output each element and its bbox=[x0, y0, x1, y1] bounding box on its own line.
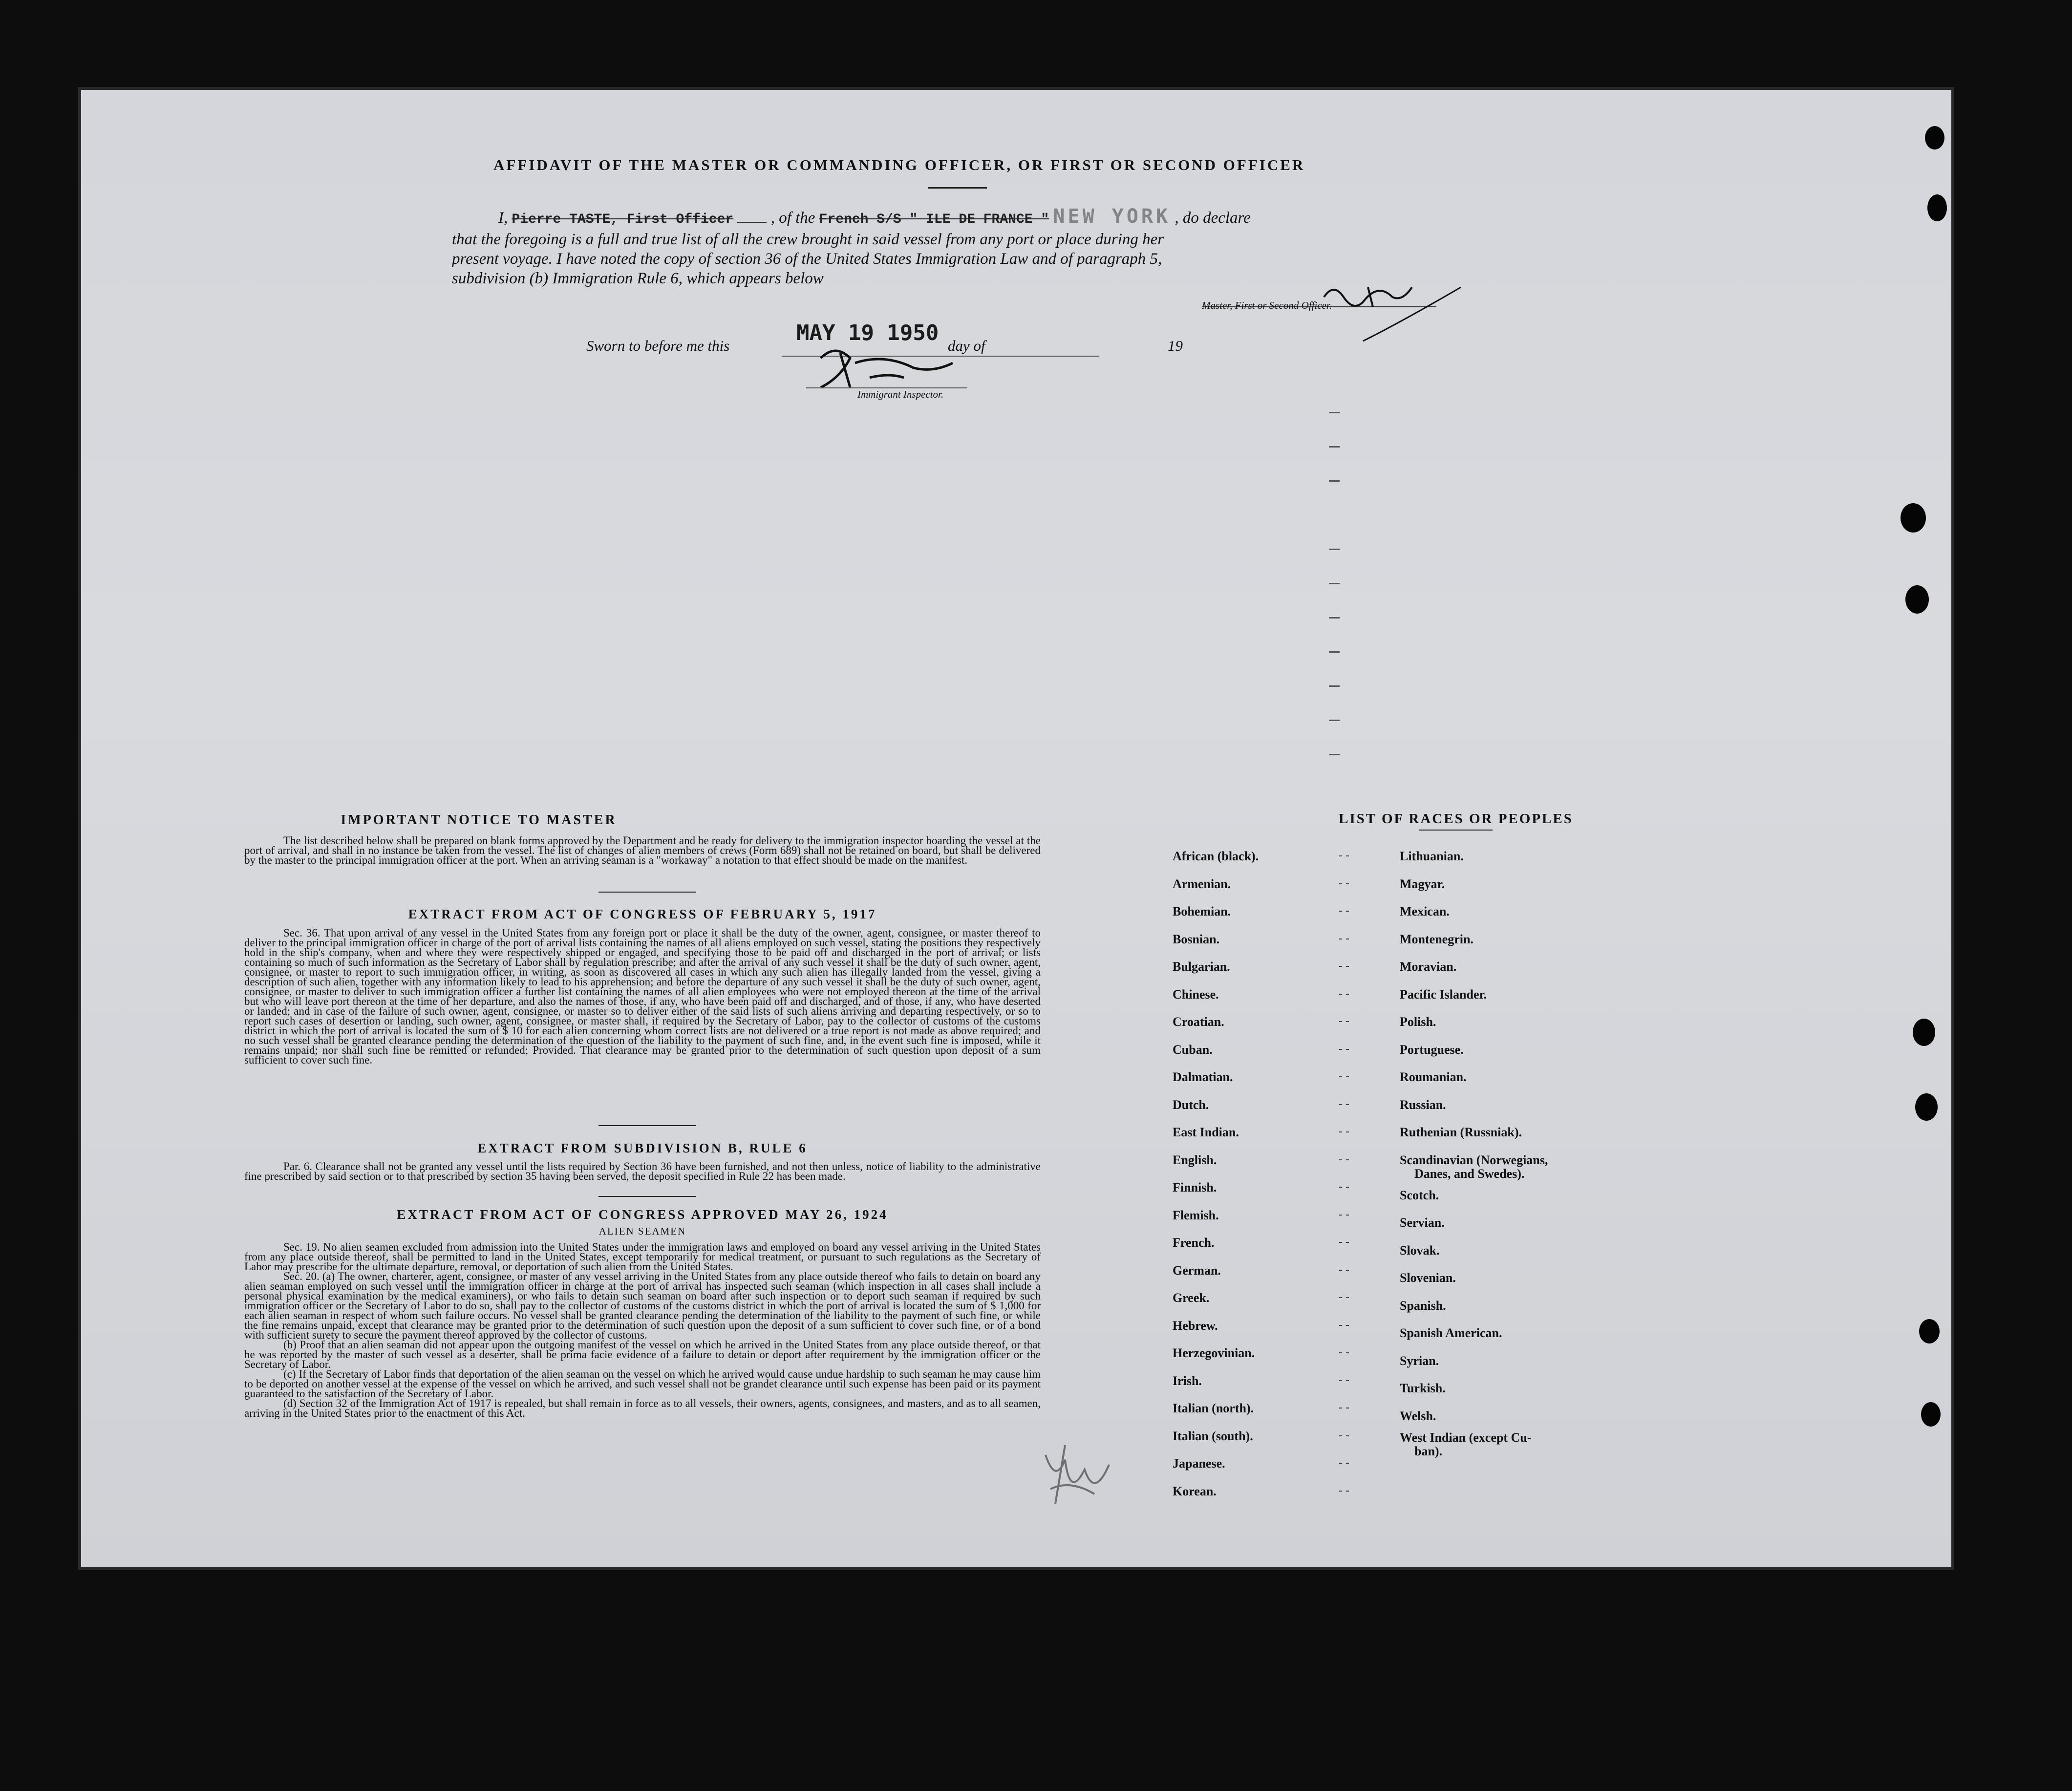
declaration-line-4: subdivision (b) Immigration Rule 6, which appears below bbox=[452, 270, 824, 287]
race-right-item: Polish. bbox=[1400, 1015, 1436, 1029]
race-right-item: Mexican. bbox=[1400, 904, 1450, 918]
sec-20d-body: (d) Section 32 of the Immigration Act of 1917 is repealed, but shall remain in force as to all vessels, their owners, agents, consignees, and masters, and as to all seamen, arriving in the United States prior to the enactment of this Act. bbox=[244, 1397, 1041, 1419]
notice-title: IMPORTANT NOTICE TO MASTER bbox=[341, 812, 617, 828]
date-stamp: MAY 19 1950 bbox=[796, 320, 939, 345]
leader-dashes: - - bbox=[1339, 876, 1349, 890]
year-prefix: 19 bbox=[1168, 337, 1183, 354]
rule-6-body: Par. 6. Clearance shall not be granted any vessel until the lists required by Section 36 have been furnished, and not then unless, notice of liability to the administrative fine prescribed by said section or to that prescribed by section 35 having been served, the deposit specified in Rule 22 has been made. bbox=[244, 1160, 1041, 1182]
leader-dashes: - - bbox=[1339, 1263, 1349, 1276]
punch-hole bbox=[1919, 1319, 1940, 1343]
leader-dashes: - - bbox=[1339, 1318, 1349, 1331]
race-right-item: Russian. bbox=[1400, 1097, 1446, 1112]
race-left-item: English. bbox=[1173, 1152, 1217, 1167]
sec-20b-body: (b) Proof that an alien seaman did not appear upon the outgoing manifest of the vessel on which he arrived in the United States from any place outside thereof, or that he was reported by the master of such vessel as a deserter, shall be prima facie evidence of a failure to detain or deport after requirement by the immigration officer or the Secretary of Labor. bbox=[244, 1339, 1041, 1370]
race-left-item: Flemish. bbox=[1173, 1208, 1219, 1222]
handwritten-mark bbox=[1036, 1435, 1124, 1514]
leader-dashes: - - bbox=[1339, 1015, 1349, 1027]
punch-hole bbox=[1921, 1402, 1941, 1427]
officer-caption: Master, First or Second Officer. bbox=[1202, 299, 1332, 311]
race-right-item: Ruthenian (Russniak). bbox=[1400, 1125, 1522, 1139]
race-right-item: Slovenian. bbox=[1400, 1271, 1456, 1285]
act-1924-block bbox=[244, 1242, 1041, 1418]
leader-dashes: - - bbox=[1339, 1208, 1349, 1221]
race-right-item: Pacific Islander. bbox=[1400, 987, 1487, 1002]
race-left-item: Bulgarian. bbox=[1173, 959, 1230, 974]
race-left-item: Italian (north). bbox=[1173, 1401, 1254, 1415]
race-left-item: Dutch. bbox=[1173, 1097, 1209, 1112]
race-right-item: Montenegrin. bbox=[1400, 932, 1474, 946]
leader-dashes: - - bbox=[1339, 904, 1349, 917]
punch-hole bbox=[1913, 1019, 1935, 1046]
leader-dashes: - - bbox=[1339, 1097, 1349, 1110]
punch-hole bbox=[1915, 1093, 1938, 1121]
race-right-item: Roumanian. bbox=[1400, 1070, 1467, 1084]
act-1917-block bbox=[244, 928, 1041, 1065]
race-left-item: Greek. bbox=[1173, 1291, 1210, 1305]
race-right-item: ban). bbox=[1414, 1444, 1443, 1458]
vessel-name: French S/S " ILE DE FRANCE " bbox=[819, 212, 1049, 227]
leader-dashes: - - bbox=[1339, 1346, 1349, 1359]
divider-3 bbox=[598, 1196, 696, 1197]
leader-dashes: - - bbox=[1339, 1125, 1349, 1138]
declaration-line-3: present voyage. I have noted the copy of section 36 of the United States Immigration Law and of paragraph 5, bbox=[452, 250, 1162, 268]
day-of-label: day of bbox=[948, 337, 985, 354]
leader-dashes: - - bbox=[1339, 1401, 1349, 1414]
rule-6-block bbox=[244, 1162, 1041, 1181]
race-left-item: French. bbox=[1173, 1236, 1215, 1250]
act-1924-subtitle: ALIEN SEAMEN bbox=[598, 1225, 686, 1237]
race-right-item: Lithuanian. bbox=[1400, 849, 1464, 863]
leader-dashes: - - bbox=[1339, 1180, 1349, 1193]
declaration-prefix: I, bbox=[498, 209, 508, 227]
leader-dashes: - - bbox=[1339, 1236, 1349, 1248]
leader-dashes: - - bbox=[1339, 1042, 1349, 1055]
race-right-item: Portuguese. bbox=[1400, 1042, 1464, 1057]
race-left-item: Cuban. bbox=[1173, 1042, 1213, 1057]
affidavit-declaration bbox=[452, 207, 1444, 288]
leader-dashes: - - bbox=[1339, 1152, 1349, 1166]
leader-dashes: - - bbox=[1339, 932, 1349, 945]
leader-dashes: - - bbox=[1339, 959, 1349, 972]
race-left-item: Chinese. bbox=[1173, 987, 1219, 1002]
blank-line bbox=[737, 222, 767, 223]
leader-dashes: - - bbox=[1339, 1429, 1349, 1442]
document-page bbox=[78, 87, 1954, 1570]
races-divider bbox=[1419, 830, 1493, 831]
race-left-item: Irish. bbox=[1173, 1373, 1202, 1388]
race-left-item: Finnish. bbox=[1173, 1180, 1217, 1194]
race-left-item: Dalmatian. bbox=[1173, 1070, 1233, 1084]
race-left-item: East Indian. bbox=[1173, 1125, 1239, 1139]
port-stamp: NEW YORK bbox=[1053, 205, 1171, 228]
sec-19-body: Sec. 19. No alien seamen excluded from admission into the United States under the immigration laws and employed on board any vessel arriving in the United States from any place outside thereof, shall be permitted to land in the United States, except temporarily for medical treatment, or pursuant to such regulations as the Secretary of Labor may prescribe for the ultimate departure, removal, or deportation of such alien from the United States. bbox=[244, 1241, 1041, 1273]
race-left-item: Bohemian. bbox=[1173, 904, 1231, 918]
race-left-item: Croatian. bbox=[1173, 1015, 1224, 1029]
punch-hole bbox=[1927, 194, 1947, 221]
affidavit-title: AFFIDAVIT OF THE MASTER OR COMMANDING OFFICER, OR FIRST OR SECOND OFFICER bbox=[493, 156, 1305, 173]
race-right-item: West Indian (except Cu- bbox=[1400, 1430, 1532, 1445]
race-left-item: Korean. bbox=[1173, 1484, 1217, 1498]
leader-dashes: - - bbox=[1339, 1373, 1349, 1386]
race-right-item: Spanish. bbox=[1400, 1298, 1446, 1313]
race-right-item: Danes, and Swedes). bbox=[1414, 1166, 1525, 1181]
inspector-caption: Immigrant Inspector. bbox=[857, 388, 944, 400]
race-left-item: Japanese. bbox=[1173, 1456, 1225, 1471]
race-right-item: Syrian. bbox=[1400, 1353, 1439, 1368]
divider-1 bbox=[598, 892, 696, 893]
race-right-item: Slovak. bbox=[1400, 1243, 1440, 1258]
race-left-item: African (black). bbox=[1173, 849, 1259, 863]
notice-body: The list described below shall be prepared on blank forms approved by the Department and be ready for delivery to the immigration inspector boarding the vessel at the port of arrival, and shall in no instance be taken from the vessel. The list of changes of alien members of crews (Form 689) shall not be retained on board, but shall be delivered by the master to the principal immigration officer at the port. When an arriving seaman is a "workaway" a notation to that effect should be made on the manifest. bbox=[244, 834, 1041, 866]
title-divider bbox=[928, 187, 987, 189]
declaration-line-2: that the foregoing is a full and true list of all the crew brought in said vessel from any port or place during her bbox=[452, 231, 1164, 248]
race-left-item: Herzegovinian. bbox=[1173, 1346, 1255, 1360]
leader-dashes: - - bbox=[1339, 1456, 1349, 1469]
leader-dashes: - - bbox=[1339, 849, 1349, 862]
punch-hole bbox=[1905, 585, 1929, 614]
race-right-item: Turkish. bbox=[1400, 1381, 1446, 1395]
sec-20a-body: Sec. 20. (a) The owner, charterer, agent, consignee, or master of any vessel arriving in the United States from any place outside thereof who fails to detain on board any alien seaman employed on such vessel until the immigration officer in charge at the port of arrival has inspected such seaman (which inspection in all cases shall include a personal physical examination by the medical examiners), or who fails to detain such seaman on board after such inspection or to deport such seaman if required by such immigration officer or the Secretary of Labor to do so, shall pay to the collector of customs of the customs district in which the port of arrival is located the sum of $ 1,000 for each alien seaman in respect of whom such failure occurs. No vessel shall be granted clearance pending the determination of the liability to the payment of such fine, or while the fine remains unpaid, except that clearance may be granted prior to the determination of such question upon the deposit of a sum sufficient to cover such fine, or of a bond with sufficient surety to secure the payment thereof approved by the collector of customs. bbox=[244, 1270, 1041, 1341]
declaration-suffix: , do declare bbox=[1175, 209, 1251, 227]
races-left-column bbox=[1173, 849, 1392, 1557]
notice-block bbox=[244, 836, 1041, 865]
punch-hole bbox=[1925, 126, 1944, 149]
races-right-column bbox=[1400, 849, 1693, 1557]
race-right-item: Scotch. bbox=[1400, 1188, 1439, 1202]
officer-signature bbox=[1163, 277, 1466, 346]
rule-6-title: EXTRACT FROM SUBDIVISION B, RULE 6 bbox=[477, 1141, 808, 1155]
race-right-item: Welsh. bbox=[1400, 1408, 1436, 1423]
race-right-item: Magyar. bbox=[1400, 876, 1445, 891]
leader-dashes: - - bbox=[1339, 987, 1349, 1000]
leader-dashes: - - bbox=[1339, 1484, 1349, 1497]
act-1924-title: EXTRACT FROM ACT OF CONGRESS APPROVED MAY 26, 1924 bbox=[397, 1207, 888, 1222]
punch-hole bbox=[1901, 503, 1926, 533]
sec-20c-body: (c) If the Secretary of Labor finds that deportation of the alien seaman on the vessel on which he arrived would cause undue hardship to such seaman he may cause him to be deported on another vessel at the expense of the vessel on which he arrived, and such vessel shall not be grandet clearance until such expense has been paid or its payment guaranteed to the satisfaction of the Secretary of Labor. bbox=[244, 1368, 1041, 1400]
divider-2 bbox=[598, 1125, 696, 1126]
act-1917-body: Sec. 36. That upon arrival of any vessel in the United States from any foreign port or place it shall be the duty of the owner, agent, consignee, or master thereof to deliver to the principal immigration officer in charge of the port of arrival lists containing the names of all aliens employed on such vessel, stating the positions they respectively hold in the ship's company, when and where they were respectively shipped or engaged, and specifying those to be paid off and discharged in the port of arrival; or lists containing so much of such information as the Secretary of Labor shall by regulation prescribe; and after the arrival of any such vessel it shall be the duty of such owner, agent, consignee, or master to report to such immigration officer, in writing, as soon as discovered all cases in which any such alien has illegally landed from the vessel, giving a description of such alien, together with any information likely to lead to his apprehension; and before the departure of any such vessel it shall be the duty of such owner, agent, consignee, or master to deliver to such immigration officer a further list containing the names of all alien employees who were not employed thereon at the time of the arrival but who will leave port thereon at the time of her departure, and also the names of those, if any, who have been paid off and discharged, and of those, if any, who have deserted or landed; and in case of the failure of such owner, agent, consignee, or master so to deliver either of the said lists of such aliens arriving and departing respectively, or so to report such cases of desertion or landing, such owner, agent, consignee, or master shall, if required by the Secretary of Labor, pay to the collector of customs of the customs district in which the port of arrival is located the sum of $ 10 for each alien concerning whom correct lists are not delivered or a true report is not made as above required; and no such vessel shall be granted clearance pending the determination of the question of the liability to the payment of such fine, and, in the event such fine is imposed, while it remains unpaid; nor shall such fine be remitted or refunded; Provided. That clearance may be granted prior to the determination of such question upon deposit of a sum sufficient to cover such fine. bbox=[244, 927, 1041, 1066]
races-title: LIST OF RACES OR PEOPLES bbox=[1339, 811, 1573, 827]
declaration-mid: , of the bbox=[770, 209, 815, 227]
race-right-item: Scandinavian (Norwegians, bbox=[1400, 1152, 1548, 1167]
race-left-item: Italian (south). bbox=[1173, 1429, 1253, 1443]
race-left-item: Bosnian. bbox=[1173, 932, 1220, 946]
race-left-item: Hebrew. bbox=[1173, 1318, 1218, 1333]
sworn-label: Sworn to before me this bbox=[586, 337, 730, 354]
race-left-item: Armenian. bbox=[1173, 876, 1231, 891]
leader-dashes: - - bbox=[1339, 1291, 1349, 1303]
race-right-item: Moravian. bbox=[1400, 959, 1457, 974]
race-left-item: German. bbox=[1173, 1263, 1221, 1278]
race-right-item: Servian. bbox=[1400, 1215, 1445, 1230]
officer-name: Pierre TASTE, First Officer bbox=[512, 212, 734, 227]
race-right-item: Spanish American. bbox=[1400, 1326, 1502, 1340]
leader-dashes: - - bbox=[1339, 1070, 1349, 1083]
act-1917-title: EXTRACT FROM ACT OF CONGRESS OF FEBRUARY 5, 1917 bbox=[408, 907, 877, 921]
